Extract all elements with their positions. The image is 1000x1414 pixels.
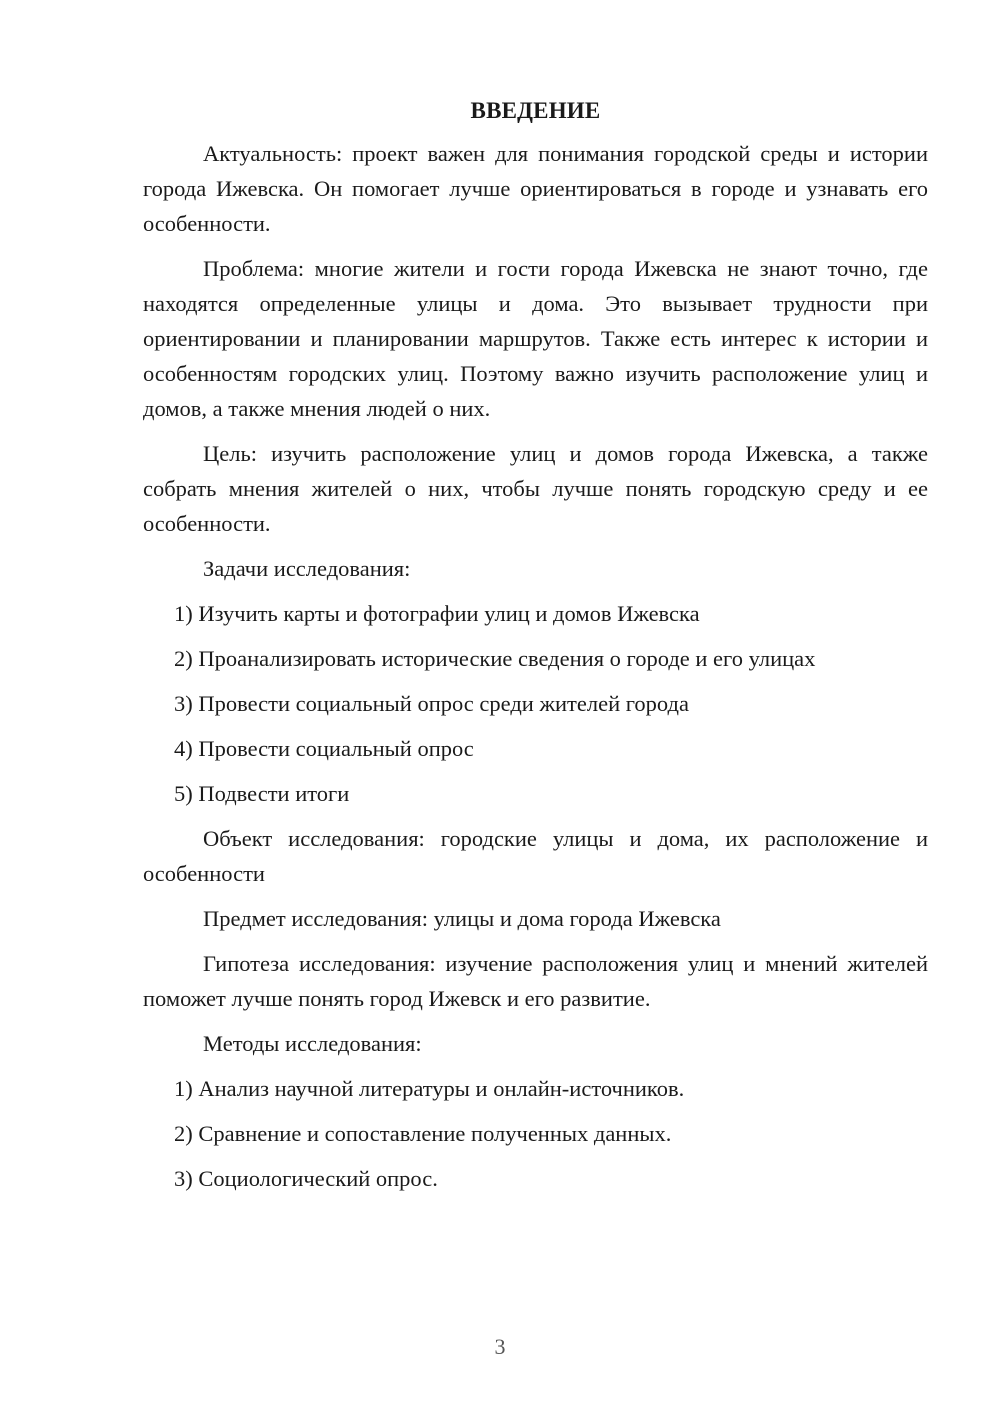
method-item: 1) Анализ научной литературы и онлайн-источников. — [174, 1076, 685, 1101]
section-title: ВВЕДЕНИЕ — [470, 98, 601, 123]
goal-paragraph: Цель: изучить расположение улиц и домов города Ижевска, а также собрать мнения жителей о них, чтобы лучше понять городскую среду и ее особенности. — [143, 441, 928, 536]
task-item: 3) Провести социальный опрос среди жителей города — [174, 691, 689, 716]
subject-paragraph: Предмет исследования: улицы и дома города Ижевска — [203, 906, 721, 931]
problem-paragraph: Проблема: многие жители и гости города Ижевска не знают точно, где находятся определенные улицы и дома. Это вызывает трудности при ориентировании и планировании маршрутов. Также есть интерес к истории и особенностям городских улиц. Поэтому важно изучить расположение улиц и домов, а также мнения людей о них. — [143, 256, 928, 421]
document-page — [143, 96, 928, 1206]
task-item: 4) Провести социальный опрос — [174, 736, 474, 761]
task-item: 5) Подвести итоги — [174, 781, 350, 806]
relevance-paragraph: Актуальность: проект важен для понимания городской среды и истории города Ижевска. Он помогает лучше ориентироваться в городе и узнавать его особенности. — [143, 141, 928, 236]
hypothesis-paragraph: Гипотеза исследования: изучение расположения улиц и мнений жителей поможет лучше понять город Ижевск и его развитие. — [143, 951, 928, 1011]
task-item: 2) Проанализировать исторические сведения о городе и его улицах — [174, 646, 816, 671]
method-item: 3) Социологический опрос. — [174, 1166, 438, 1191]
page-number: 3 — [494, 1334, 506, 1359]
task-item: 1) Изучить карты и фотографии улиц и домов Ижевска — [174, 601, 700, 626]
method-item: 2) Сравнение и сопоставление полученных данных. — [174, 1121, 672, 1146]
tasks-list — [143, 596, 928, 811]
tasks-heading: Задачи исследования: — [203, 556, 411, 581]
methods-list — [143, 1071, 928, 1196]
methods-heading: Методы исследования: — [203, 1031, 422, 1056]
object-paragraph: Объект исследования: городские улицы и дома, их расположение и особенности — [143, 826, 928, 886]
